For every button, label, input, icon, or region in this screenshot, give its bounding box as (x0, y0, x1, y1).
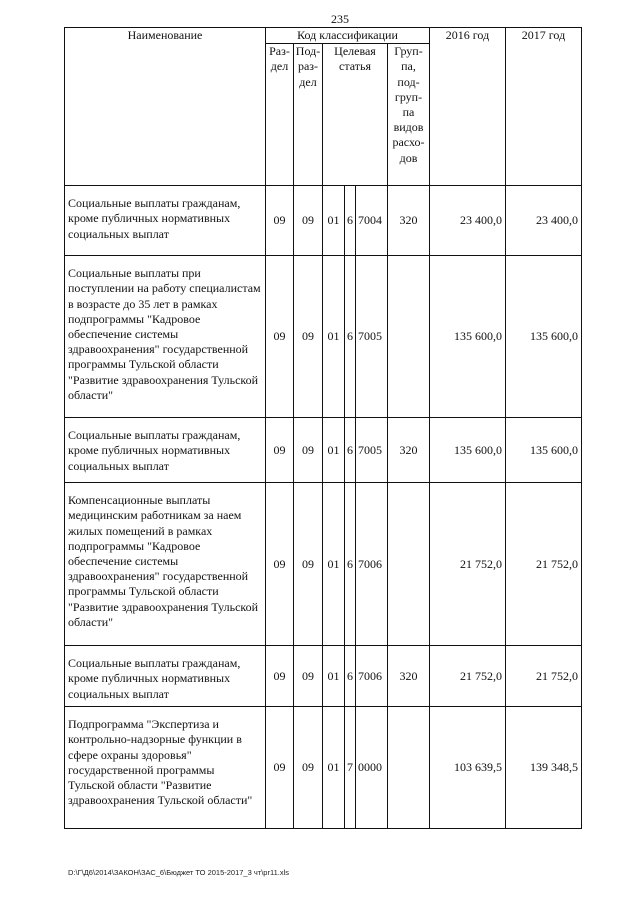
header-name: Наименование (65, 28, 266, 186)
header-subsection: Под- раз- дел (294, 44, 323, 186)
table-row (65, 256, 582, 418)
row-target-program: 01 (323, 256, 345, 418)
row-target-program: 01 (323, 186, 345, 256)
table-row (65, 418, 582, 483)
file-path-footer: D:\Г\Д6\2014\ЗАКОН\ЗАС_6\Бюджет ТО 2015-2017_3 чт\pr11.xls (68, 868, 289, 877)
header-expense-group: Груп- па, под- груп- па видов расхо- дов (388, 44, 430, 186)
row-target-direction: 7006 (356, 646, 388, 707)
row-target-subprogram: 6 (345, 483, 356, 646)
row-name: Социальные выплаты при поступлении на работу специалистам в возрасте до 35 лет в рамках подпрограммы "Кадровое обеспечение системы здравоохранения" государственной программы Тульской области "Развитие здравоохранения Тульской области" (65, 256, 266, 418)
row-amount-2017: 21 752,0 (506, 646, 582, 707)
row-subsection: 09 (294, 646, 323, 707)
table-row (65, 186, 582, 256)
row-section: 09 (266, 707, 294, 829)
row-target-program: 01 (323, 418, 345, 483)
row-section: 09 (266, 418, 294, 483)
header-year-2016: 2016 год (430, 28, 506, 186)
row-name: Социальные выплаты гражданам, кроме публичных нормативных социальных выплат (65, 418, 266, 483)
row-name: Социальные выплаты гражданам, кроме публичных нормативных социальных выплат (65, 646, 266, 707)
row-amount-2016: 21 752,0 (430, 646, 506, 707)
row-section: 09 (266, 646, 294, 707)
row-section: 09 (266, 186, 294, 256)
row-target-program: 01 (323, 646, 345, 707)
row-section: 09 (266, 256, 294, 418)
header-section: Раз- дел (266, 44, 294, 186)
row-target-subprogram: 6 (345, 418, 356, 483)
row-amount-2017: 135 600,0 (506, 418, 582, 483)
row-target-direction: 7004 (356, 186, 388, 256)
row-expense-group (388, 256, 430, 418)
row-amount-2017: 135 600,0 (506, 256, 582, 418)
table-row (65, 707, 582, 829)
row-target-direction: 7005 (356, 418, 388, 483)
row-target-subprogram: 6 (345, 256, 356, 418)
row-amount-2016: 21 752,0 (430, 483, 506, 646)
row-subsection: 09 (294, 483, 323, 646)
row-target-subprogram: 6 (345, 186, 356, 256)
row-expense-group: 320 (388, 186, 430, 256)
header-year-2017: 2017 год (506, 28, 582, 186)
header-classification-code: Код классификации (266, 28, 430, 44)
row-target-program: 01 (323, 483, 345, 646)
row-expense-group: 320 (388, 646, 430, 707)
row-amount-2017: 139 348,5 (506, 707, 582, 829)
row-target-direction: 7005 (356, 256, 388, 418)
row-name: Подпрограмма "Экспертиза и контрольно-надзорные функции в сфере охраны здоровья" государственной программы Тульской области "Развитие здравоохранения Тульской области" (65, 707, 266, 829)
row-target-direction: 7006 (356, 483, 388, 646)
page-number: 235 (331, 12, 349, 26)
row-target-subprogram: 6 (345, 646, 356, 707)
row-name: Компенсационные выплаты медицинским работникам за наем жилых помещений в рамках подпрограммы "Кадровое обеспечение системы здравоохранения" государственной программы Тульской области "Развитие здравоохранения Тульской области" (65, 483, 266, 646)
budget-table (64, 27, 582, 829)
row-subsection: 09 (294, 186, 323, 256)
row-expense-group: 320 (388, 418, 430, 483)
row-expense-group (388, 483, 430, 646)
row-target-subprogram: 7 (345, 707, 356, 829)
header-target-article: Целевая статья (323, 44, 388, 186)
row-subsection: 09 (294, 418, 323, 483)
row-target-direction: 0000 (356, 707, 388, 829)
row-amount-2016: 103 639,5 (430, 707, 506, 829)
table-row (65, 646, 582, 707)
table-row (65, 483, 582, 646)
row-name: Социальные выплаты гражданам, кроме публичных нормативных социальных выплат (65, 186, 266, 256)
row-subsection: 09 (294, 707, 323, 829)
row-target-program: 01 (323, 707, 345, 829)
row-amount-2016: 23 400,0 (430, 186, 506, 256)
row-amount-2016: 135 600,0 (430, 256, 506, 418)
row-subsection: 09 (294, 256, 323, 418)
row-section: 09 (266, 483, 294, 646)
row-amount-2017: 21 752,0 (506, 483, 582, 646)
row-expense-group (388, 707, 430, 829)
row-amount-2016: 135 600,0 (430, 418, 506, 483)
row-amount-2017: 23 400,0 (506, 186, 582, 256)
